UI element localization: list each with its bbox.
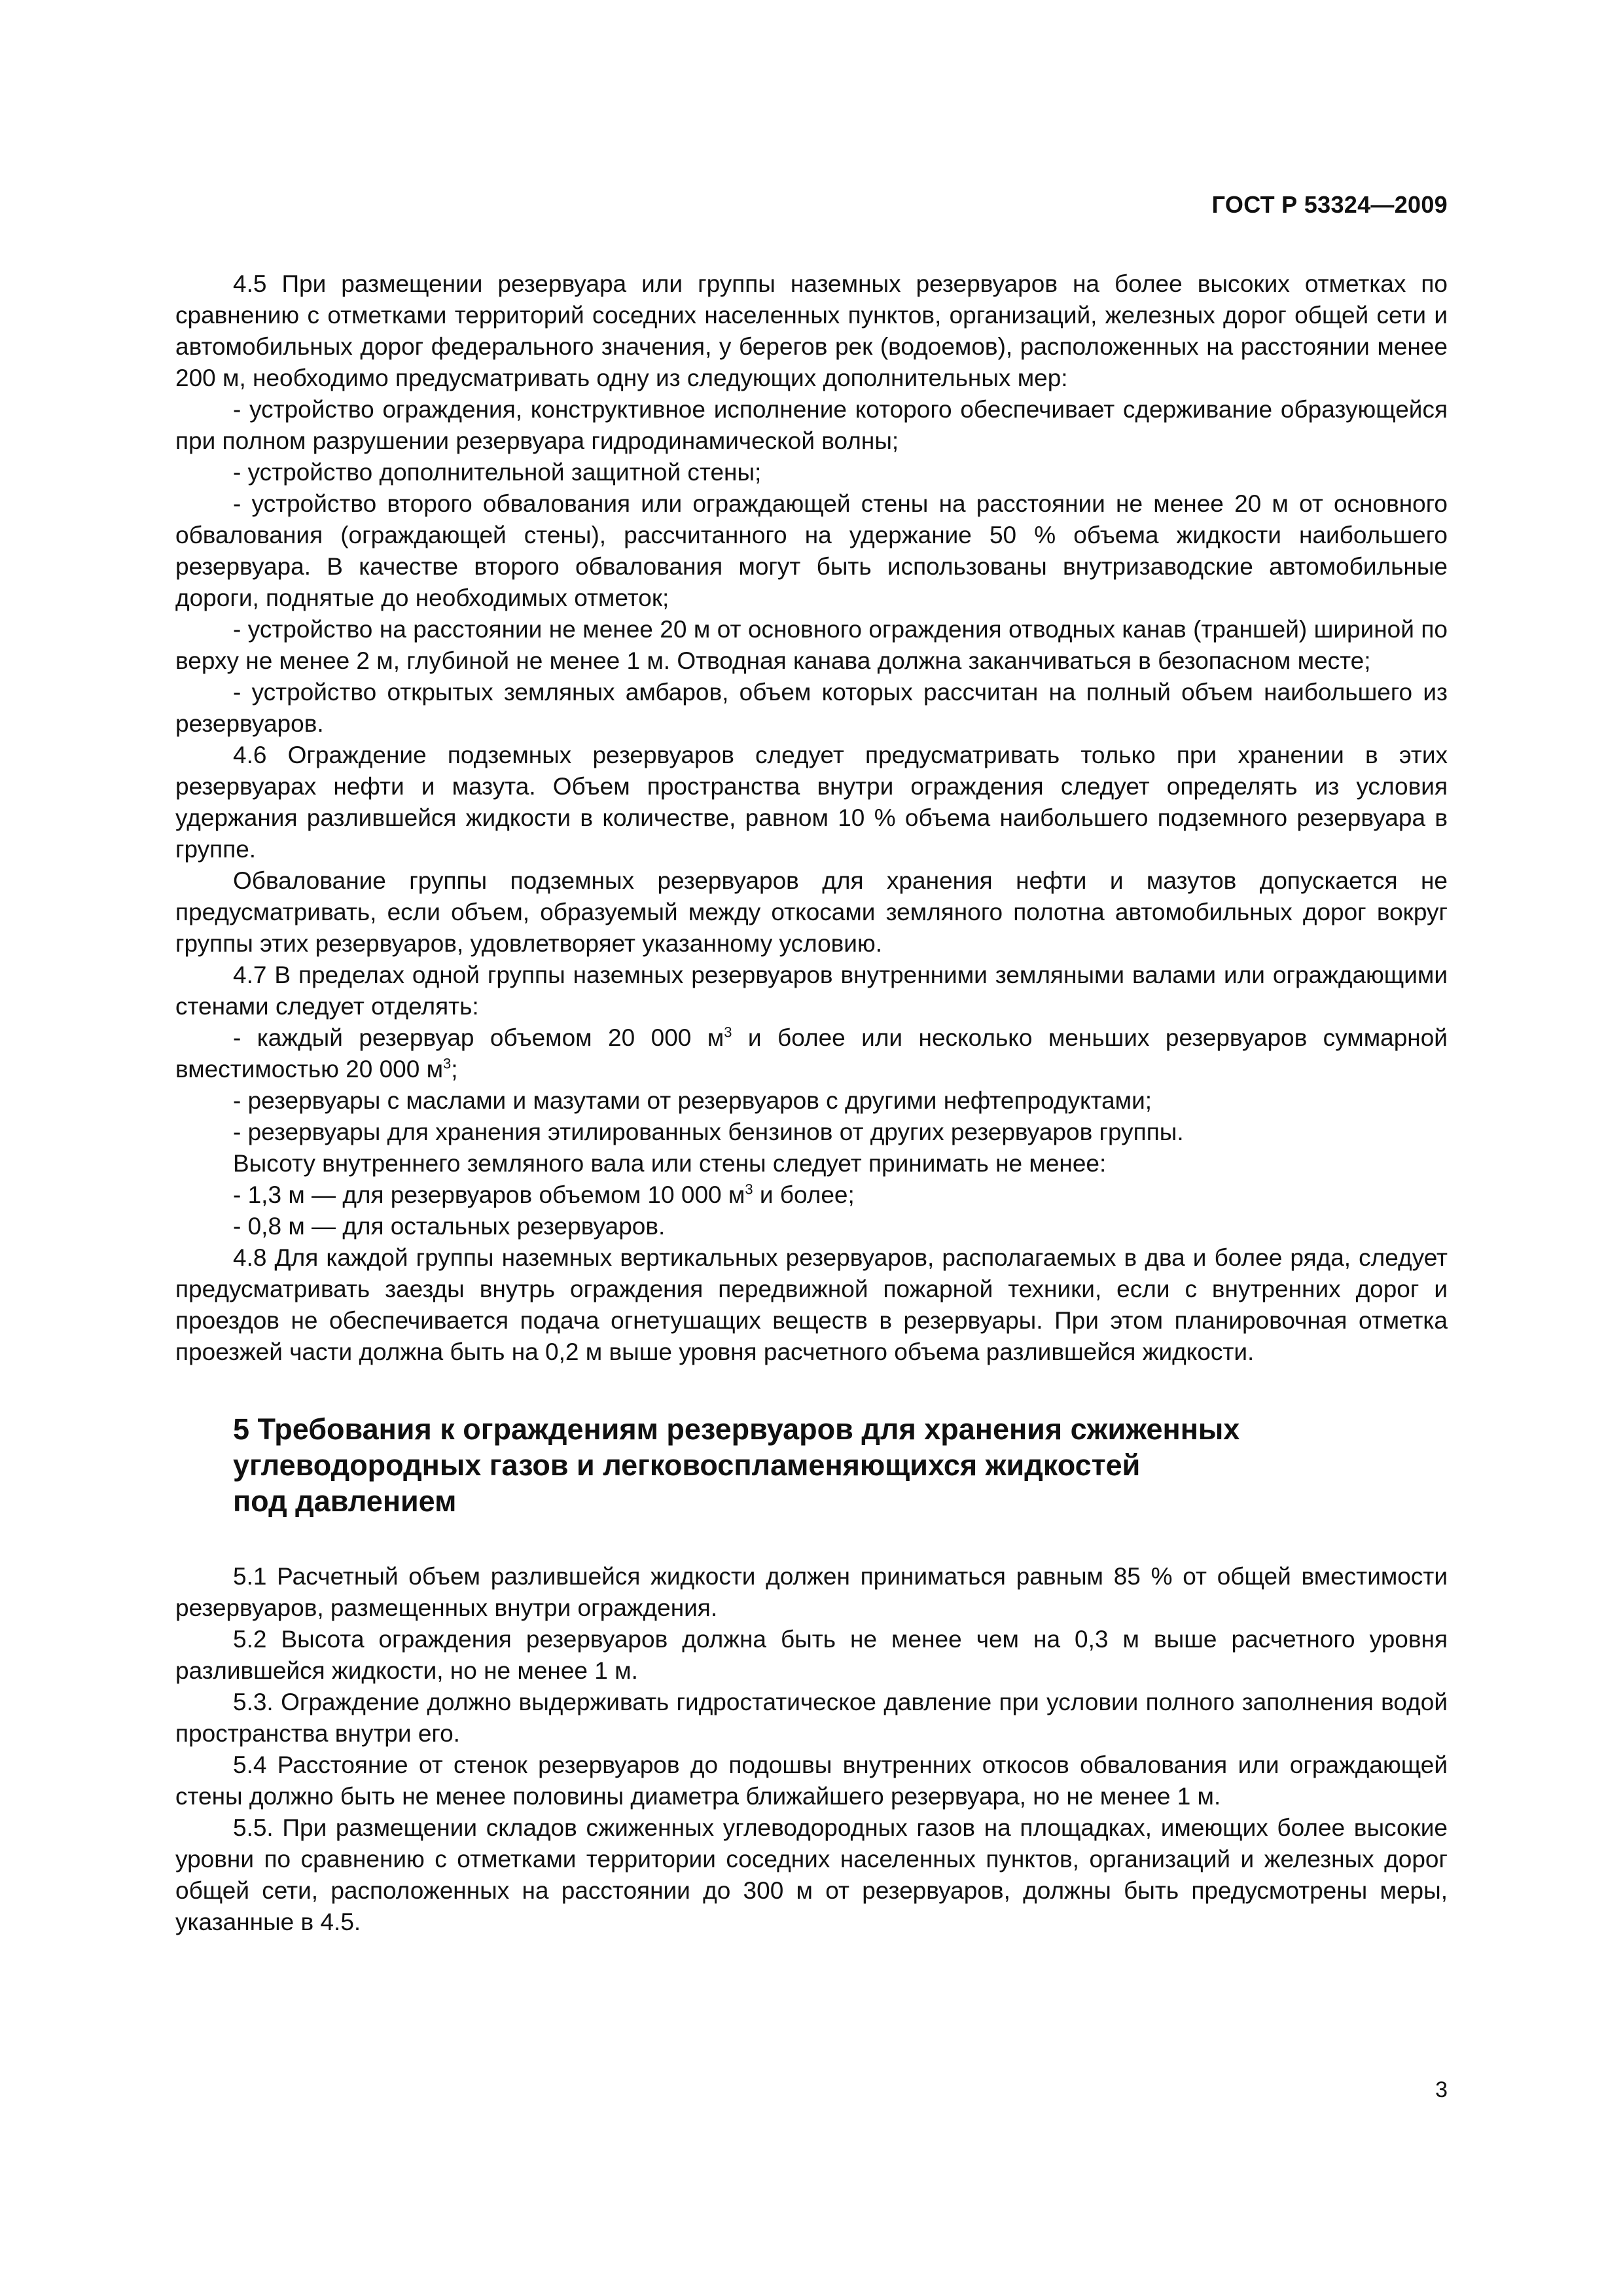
document-header-id: ГОСТ Р 53324—2009 (1211, 191, 1448, 218)
section-heading-line: углеводородных газов и легковоспламеняющихся жидкостей (233, 1448, 1141, 1482)
paragraph: Обвалование группы подземных резервуаров для хранения нефти и мазутов допускается не предусматривать, если объем, образуемый между откосами земляного полотна автомобильных дорог вокруг группы этих резервуаров, удовлетворяет указанному условию. (175, 867, 1448, 957)
list-item: - устройство ограждения, конструктивное исполнение которого обеспечивает сдерживание образующейся при полном разрушении резервуара гидродинамической волны; (175, 396, 1448, 454)
paragraph: 4.8 Для каждой группы наземных вертикальных резервуаров, располагаемых в два и более ряда, следует предусматривать заезды внутрь ограждения передвижной пожарной техники, если с внутренних дорог и проездов не обеспечивается подача огнетушащих веществ в резервуары. При этом планировочная отметка проезжей части должна быть на 0,2 м выше уровня расчетного объема разлившейся жидкости. (175, 1244, 1448, 1365)
list-item: - устройство дополнительной защитной стены; (233, 459, 762, 486)
page-number: 3 (1435, 2077, 1448, 2102)
list-item: - устройство на расстоянии не менее 20 м от основного ограждения отводных канав (траншей) шириной по верху не менее 2 м, глубиной не менее 1 м. Отводная канава должна заканчиваться в безопасном месте; (175, 616, 1448, 674)
section-heading-line: 5 Требования к ограждениям резервуаров для хранения сжиженных (233, 1412, 1240, 1446)
list-item: - резервуары для хранения этилированных бензинов от других резервуаров группы. (233, 1119, 1184, 1145)
paragraph: 5.4 Расстояние от стенок резервуаров до подошвы внутренних откосов обвалования или ограждающей стены должно быть не менее половины диаметра ближайшего резервуара, но не менее 1 м. (175, 1751, 1448, 1810)
list-item: - 1,3 м — для резервуаров объемом 10 000 $м^3$ и более; (233, 1181, 855, 1208)
paragraph: Высоту внутреннего земляного вала или стены следует принимать не менее: (233, 1150, 1107, 1177)
paragraph: 4.6 Ограждение подземных резервуаров следует предусматривать только при хранении в этих резервуарах нефти и мазута. Объем пространства внутри ограждения следует определять из условия удержания разлившейся жидкости в количестве, равном 10 % объема наибольшего подземного резервуара в группе. (175, 742, 1448, 863)
document-body (175, 268, 1448, 1938)
paragraph: 5.5. При размещении складов сжиженных углеводородных газов на площадках, имеющих более высокие уровни по сравнению с отметками территории соседних населенных пунктов, организаций и железных дорог общей сети, расположенных на расстоянии до 300 м от резервуаров, должны быть предусмотрены меры, указанные в 4.5. (175, 1814, 1448, 1935)
paragraph: 5.3. Ограждение должно выдерживать гидростатическое давление при условии полного заполнения водой пространства внутри его. (175, 1689, 1448, 1747)
list-item: - устройство второго обвалования или ограждающей стены на расстоянии не менее 20 м от основного обвалования (ограждающей стены), рассчитанного на удержание 50 % объема жидкости наибольшего резервуара. В качестве второго обвалования могут быть использованы внутризаводские автомобильные дороги, поднятые до необходимых отметок; (175, 490, 1448, 611)
section-heading-line: под давлением (233, 1484, 457, 1518)
list-item: - резервуары с маслами и мазутами от резервуаров с другими нефтепродуктами; (233, 1087, 1152, 1114)
section-heading (233, 1411, 1448, 1519)
paragraph: 4.5 При размещении резервуара или группы наземных резервуаров на более высоких отметках по сравнению с отметками территорий соседних населенных пунктов, организаций, железных дорог общей сети и автомобильных дорог федерального значения, у берегов рек (водоемов), расположенных на расстоянии менее 200 м, необходимо предусматривать одну из следующих дополнительных мер: (175, 270, 1448, 391)
list-item: - устройство открытых земляных амбаров, объем которых рассчитан на полный объем наибольшего из резервуаров. (175, 679, 1448, 737)
list-item: - 0,8 м — для остальных резервуаров. (233, 1213, 666, 1240)
paragraph: 5.1 Расчетный объем разлившейся жидкости должен приниматься равным 85 % от общей вместимости резервуаров, размещенных внутри ограждения. (175, 1563, 1448, 1621)
paragraph: 5.2 Высота ограждения резервуаров должна быть не менее чем на 0,3 м выше расчетного уровня разлившейся жидкости, но не менее 1 м. (175, 1626, 1448, 1684)
list-item: - каждый резервуар объемом 20 000 $м^3$ и более или несколько меньших резервуаров суммарной вместимостью 20 000 $м^3$; (175, 1024, 1448, 1083)
paragraph: 4.7 В пределах одной группы наземных резервуаров внутренними земляными валами или ограждающими стенами следует отделять: (175, 961, 1448, 1020)
